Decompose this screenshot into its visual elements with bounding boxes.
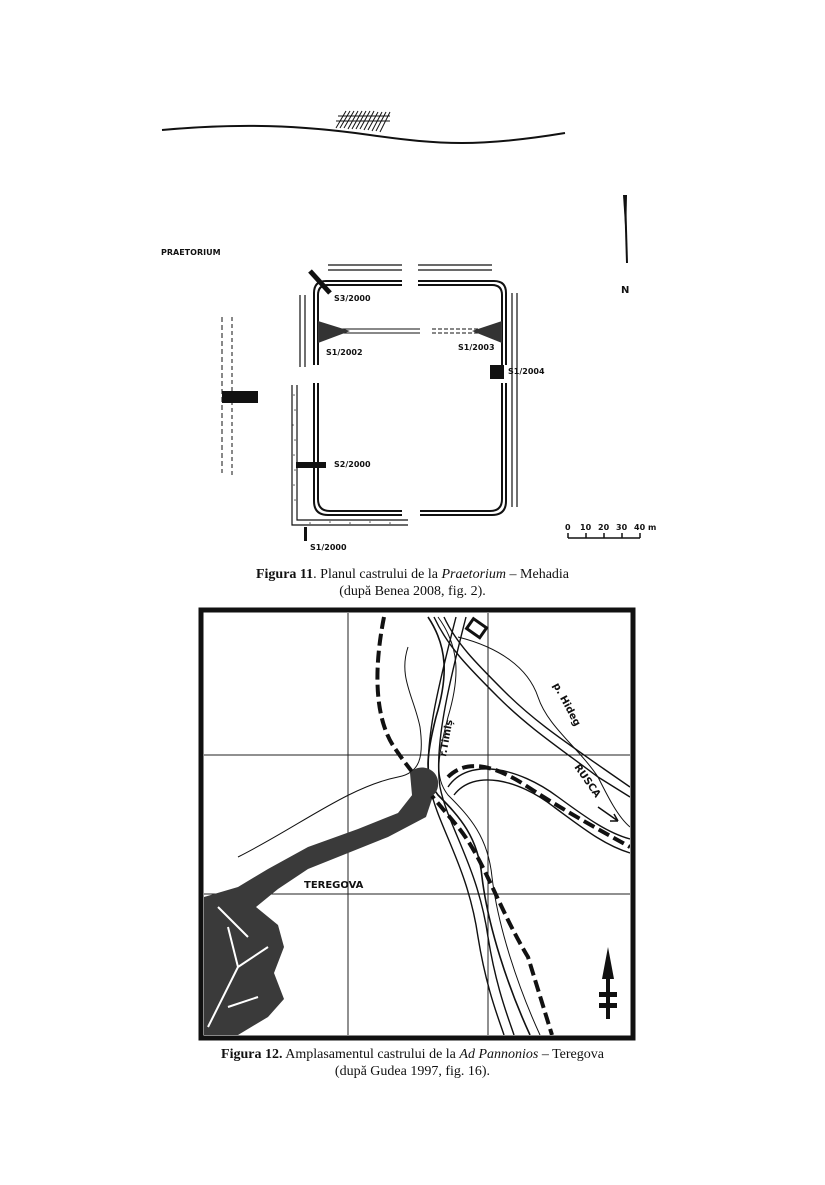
scale-tick-10: 10: [580, 523, 592, 532]
trench-s2-2000: [296, 462, 326, 468]
figure-11-number: Figura 11: [255, 567, 314, 582]
figure-11-source: (după Benea 2008, fig. 2).: [339, 584, 486, 599]
hatched-area-west: [318, 321, 350, 343]
figure-12-caption-line1: [0, 1046, 825, 1063]
north-arrow-icon: [623, 195, 627, 263]
terrain-line: [162, 126, 565, 143]
outer-ditch-lines: [292, 265, 517, 525]
river-label: r.Timiș: [438, 718, 456, 758]
hatched-area-east: [472, 321, 502, 343]
road-label: RUSCA: [571, 762, 603, 800]
town-label: TEREGOVA: [304, 880, 364, 891]
figure-11-caption-line1: [0, 566, 825, 583]
label-s1-2004: S1/2004: [508, 367, 545, 376]
north-label: N: [621, 285, 630, 296]
figure-12-source: (după Gudea 1997, fig. 16).: [334, 1064, 491, 1079]
dotted-zone: [292, 394, 391, 524]
fort-walls: [314, 281, 506, 515]
stream-label: p. Hideg: [550, 681, 583, 729]
figure-11-caption-text: . Planul castrului de la: [313, 567, 442, 582]
figure-12-caption-place: – Teregova: [538, 1047, 604, 1062]
scale-tick-20: 20: [598, 523, 610, 532]
figure-12-site-name: Ad Pannonios: [459, 1047, 539, 1062]
figure-11-site-name: Praetorium: [441, 567, 507, 582]
figure-12-caption: [0, 1046, 825, 1080]
label-s1-2002: S1/2002: [326, 348, 363, 357]
trench-s1-2004: [490, 365, 504, 379]
trench-west: [222, 391, 258, 403]
scale-unit: m: [648, 523, 657, 532]
figure-12-caption-text: Amplasamentul castrului de la: [282, 1047, 460, 1062]
label-s1-2003: S1/2003: [458, 343, 495, 352]
hatched-area-top: [336, 111, 390, 132]
figure-11-caption: [0, 566, 825, 600]
label-s1-2000: S1/2000: [310, 543, 347, 552]
scale-tick-0: 0: [565, 523, 571, 532]
figure-12-map: [198, 607, 636, 1041]
label-s2-2000: S2/2000: [334, 460, 371, 469]
figure-11-caption-place: – Mehadia: [506, 567, 570, 582]
figure-12-number: Figura 12.: [221, 1047, 283, 1062]
scale-tick-30: 30: [616, 523, 628, 532]
figure-11-plan: [150, 95, 670, 555]
site-label: PRAETORIUM: [161, 248, 221, 257]
trench-s1-2000: [304, 527, 307, 541]
label-s3-2000: S3/2000: [334, 294, 371, 303]
scale-tick-40: 40: [634, 523, 646, 532]
scale-bar: [568, 533, 640, 538]
